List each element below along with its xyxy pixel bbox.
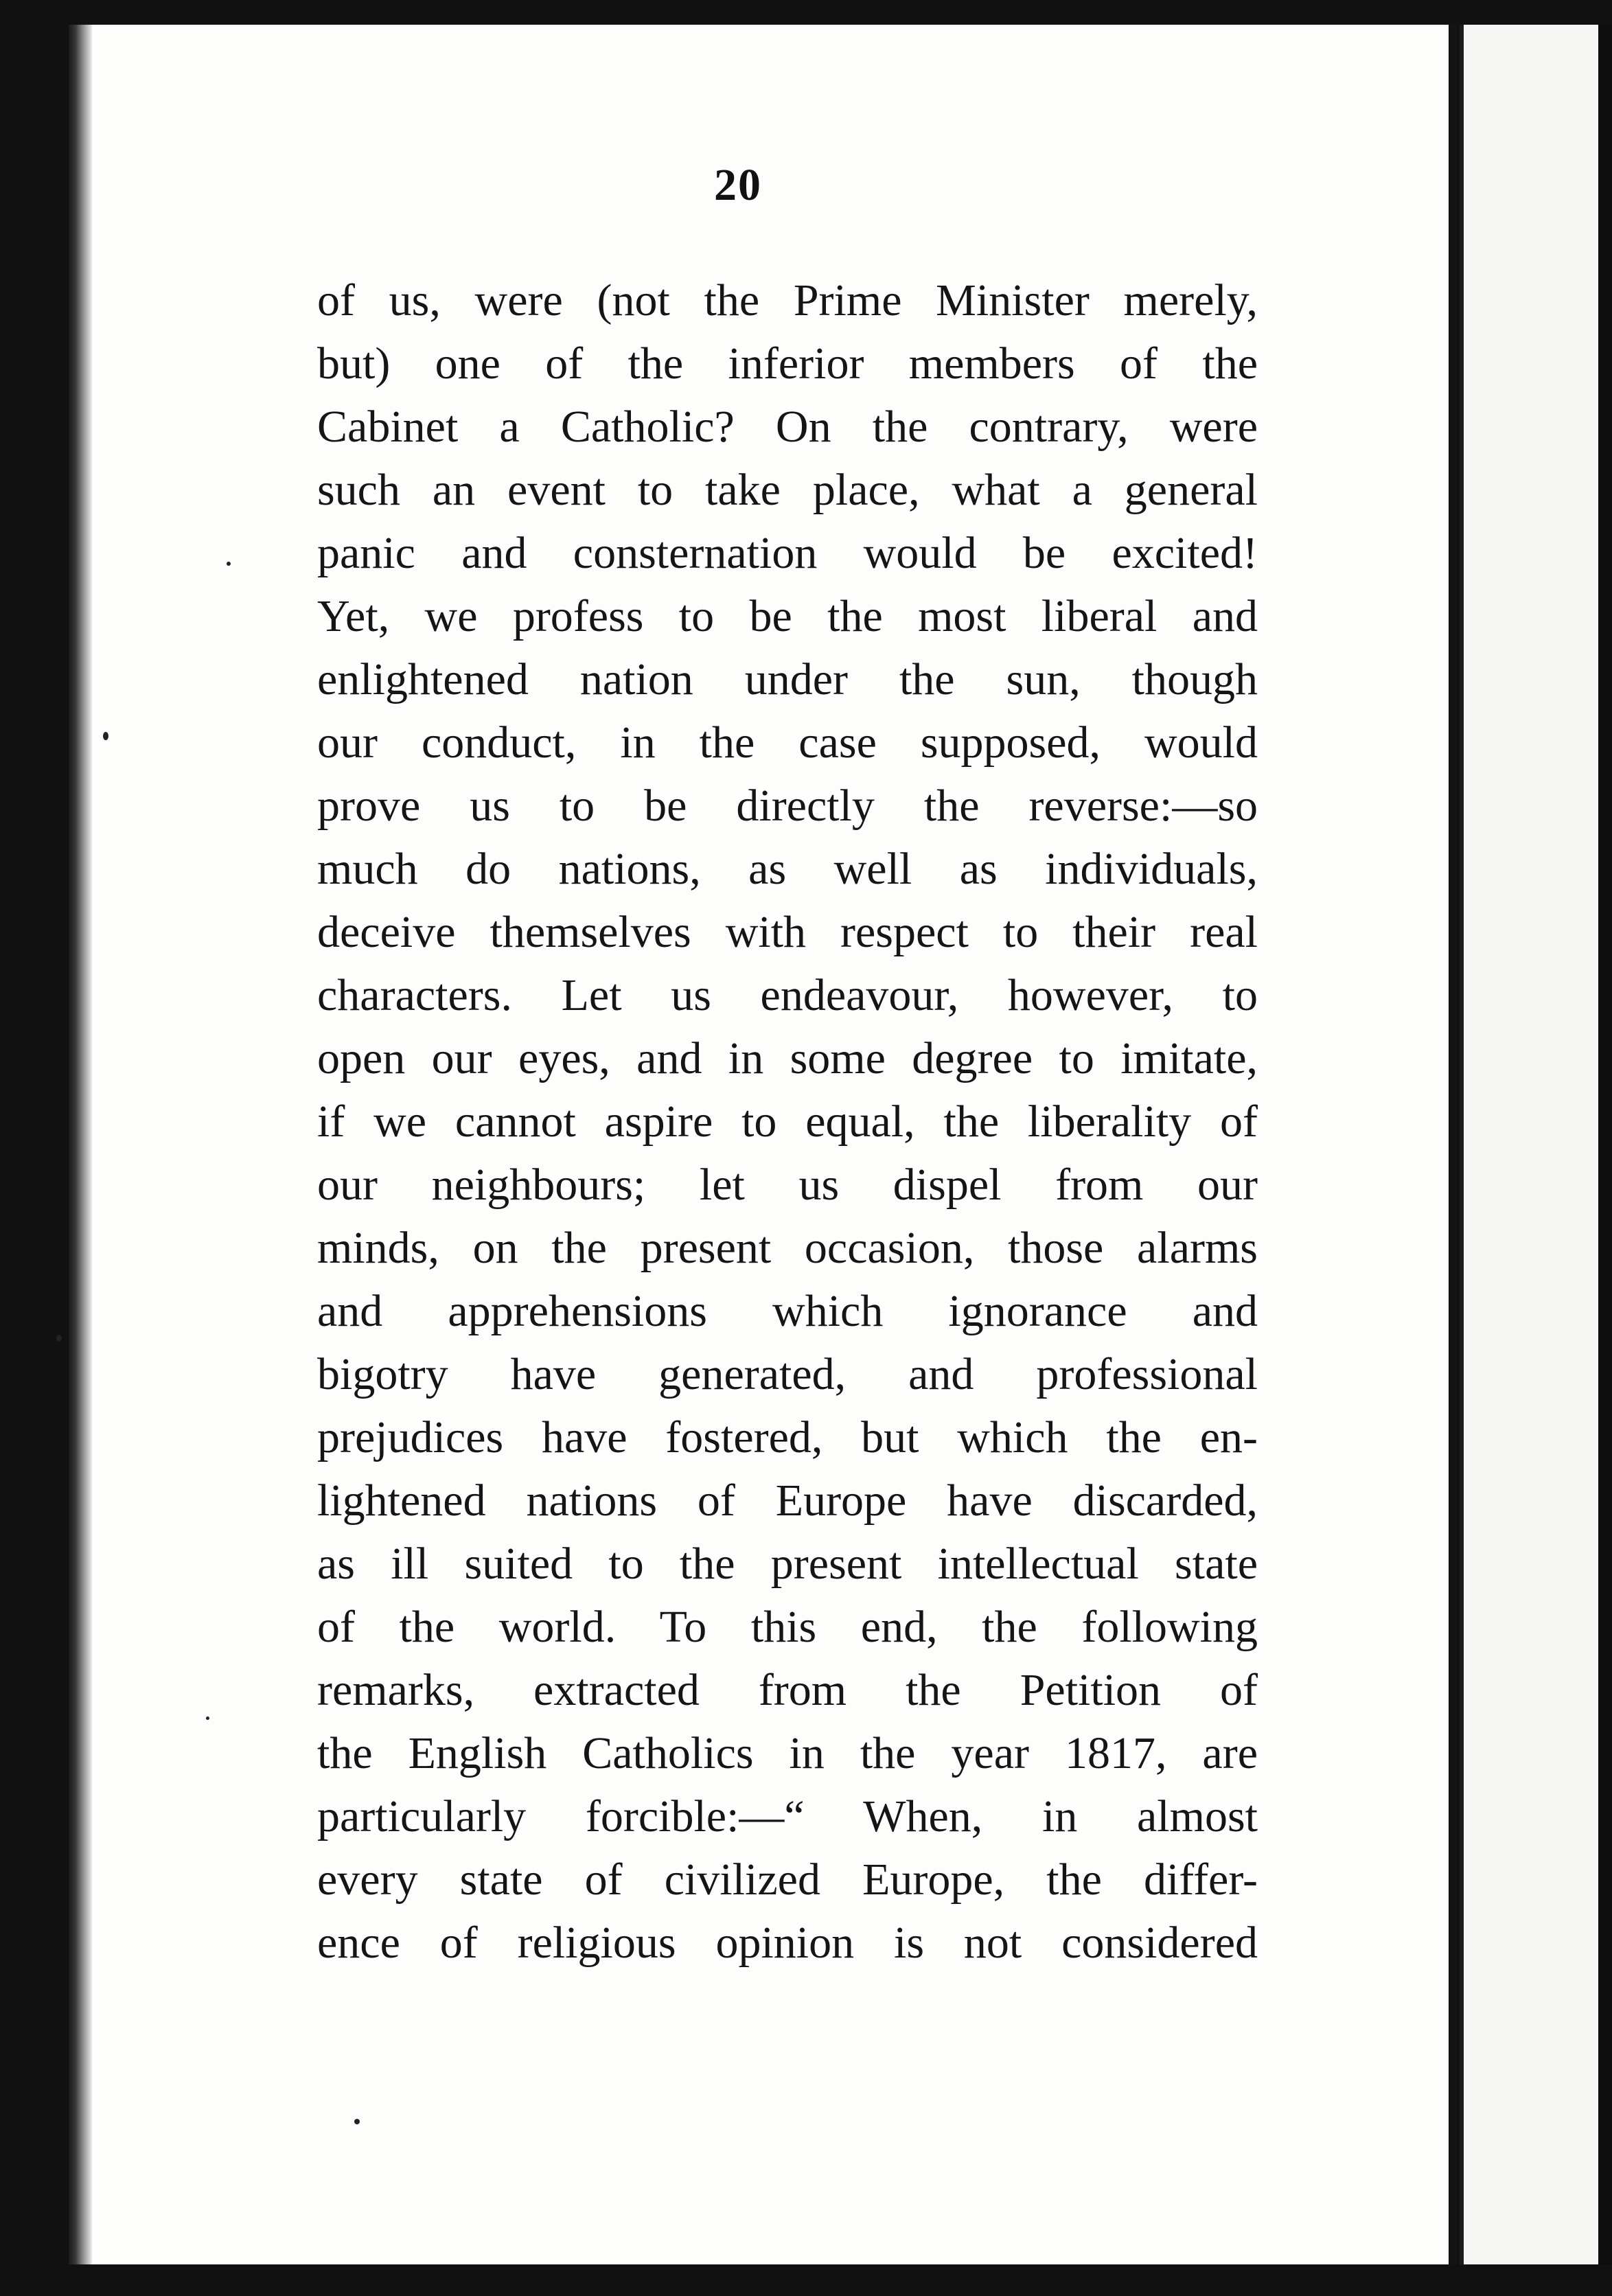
- text-line: the English Catholics in the year 1817, are: [317, 1728, 1258, 1778]
- text-line: our conduct, in the case supposed, would: [317, 718, 1258, 768]
- page-number: 20: [714, 160, 762, 210]
- page-binding-edge: [69, 25, 92, 2264]
- scan-speck: [227, 562, 231, 566]
- text-line: but) one of the inferior members of the: [317, 338, 1258, 389]
- page-gutter: [1450, 25, 1457, 2264]
- text-line: characters. Let us endeavour, however, to: [317, 970, 1258, 1020]
- text-line: every state of civilized Europe, the differ-: [317, 1855, 1258, 1905]
- text-line: of the world. To this end, the following: [317, 1602, 1258, 1652]
- body-text: [317, 269, 1258, 1975]
- text-line: minds, on the present occasion, those alarms: [317, 1223, 1258, 1273]
- scan-speck: [56, 1335, 62, 1342]
- text-line: enlightened nation under the sun, though: [317, 654, 1258, 704]
- text-line: if we cannot aspire to equal, the liberality of: [317, 1097, 1258, 1147]
- text-line: prejudices have fostered, but which the en-: [317, 1412, 1258, 1462]
- text-line: remarks, extracted from the Petition of: [317, 1665, 1258, 1715]
- text-line: ence of religious opinion is not considered: [317, 1918, 1258, 1968]
- text-line: Cabinet a Catholic? On the contrary, were: [317, 402, 1258, 452]
- text-line: of us, were (not the Prime Minister merely,: [317, 275, 1258, 325]
- facing-page-edge: [1460, 25, 1612, 2264]
- text-line: such an event to take place, what a general: [317, 465, 1258, 515]
- text-line: panic and consternation would be excited!: [317, 528, 1258, 578]
- text-line: our neighbours; let us dispel from our: [317, 1160, 1258, 1210]
- text-line: particularly forcible:—“ When, in almost: [317, 1791, 1258, 1841]
- text-line: lightened nations of Europe have discarded,: [317, 1476, 1258, 1526]
- text-line: as ill suited to the present intellectual state: [317, 1539, 1258, 1589]
- text-line: prove us to be directly the reverse:—so: [317, 781, 1258, 831]
- text-line: bigotry have generated, and professional: [317, 1349, 1258, 1399]
- scan-speck: [103, 732, 108, 740]
- scan-speck: [354, 2119, 360, 2124]
- text-line: much do nations, as well as individuals,: [317, 844, 1258, 894]
- text-line: Yet, we profess to be the most liberal and: [317, 591, 1258, 641]
- text-line: and apprehensions which ignorance and: [317, 1286, 1258, 1336]
- scan-speck: [206, 1717, 209, 1720]
- text-line: deceive themselves with respect to their real: [317, 907, 1258, 957]
- text-line: open our eyes, and in some degree to imitate,: [317, 1033, 1258, 1083]
